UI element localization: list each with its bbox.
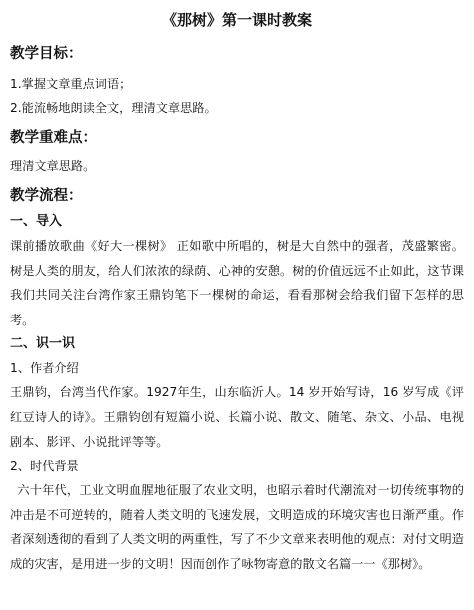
goals-heading: 教学目标： [10, 46, 83, 62]
subsection-1-heading: 1、作者介绍 [10, 361, 79, 376]
subsection-2-paragraph: 六十年代，工业文明血腥地征服了农业文明，也昭示着时代潮流对一切传统事物的冲击是不可逆转的，随着人类文明的飞速发展，文明造成的环境灾害也日渐严重。作者深刻透彻的看到了人类文明的两重性，写了不少文章来表明他的观点：对付文明造成的灾害，是用进一步的文明！因而创作了咏物寄意的散文名篇一一《那树》。 [10, 483, 464, 571]
section-2-heading: 二、识一识 [10, 336, 76, 352]
section-1-heading: 一、导入 [10, 214, 63, 229]
key-heading: 教学重难点： [10, 130, 97, 146]
goal-item-2: 2.能流畅地朗读全文，理清文章思路。 [10, 101, 217, 115]
subsection-2-heading: 2、时代背景 [10, 459, 79, 474]
document-title: 《那树》第一课时教案 [161, 11, 312, 29]
subsection-1-paragraph: 王鼎钧，台湾当代作家。1927年生，山东临沂人。14 岁开始写诗，16 岁写成《评红豆诗人的诗》。王鼎钧创有短篇小说、长篇小说、散文、随笔、杂文、小品、电视剧本、影评、小说批评等等。 [10, 385, 464, 449]
key-text: 理清文章思路。 [10, 159, 96, 173]
process-heading: 教学流程： [10, 188, 83, 204]
goal-item-1: 1.掌握文章重点词语； [10, 77, 132, 91]
section-1-paragraph: 课前播放歌曲《好大一棵树》 正如歌中所唱的，树是大自然中的强者，茂盛繁密。树是人类的朋友，给人们浓浓的绿荫、心神的安憩。树的价值远远不止如此，这节课我们共同关注台湾作家王鼎钧笔下一棵树的命运，看看那树会给我们留下怎样的思考。 [10, 239, 464, 327]
